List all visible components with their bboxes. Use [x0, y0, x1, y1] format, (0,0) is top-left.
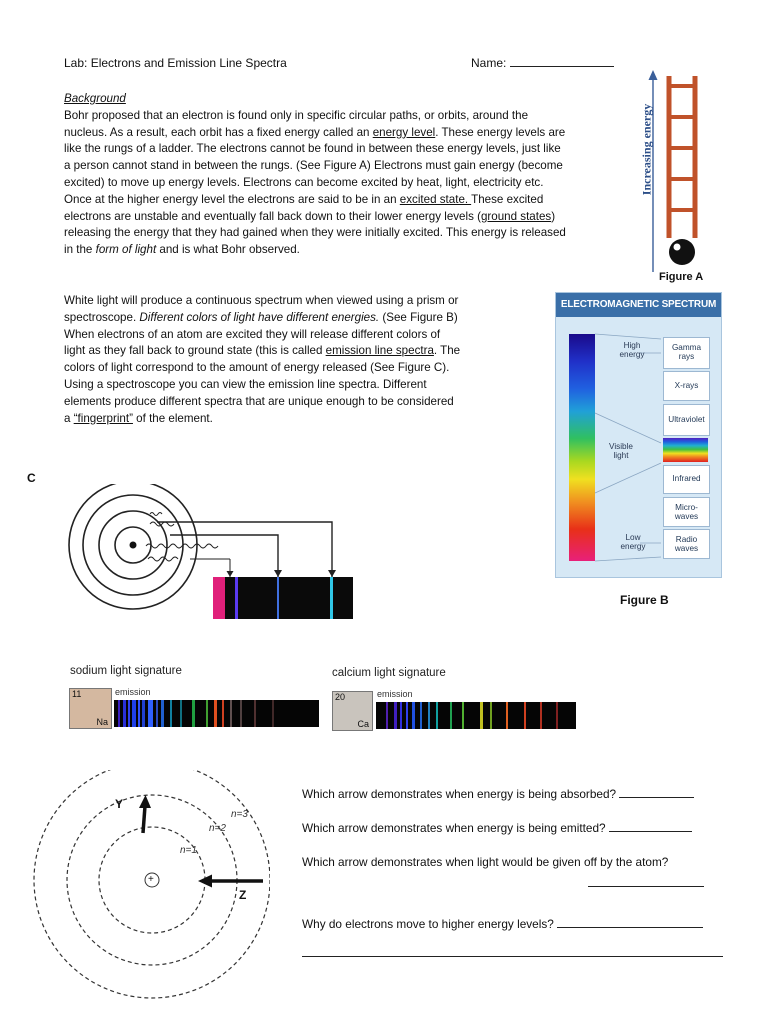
name-label: Name: [471, 56, 510, 70]
white-light-line: colors of light correspond to the amount of energy released (See Figure C). [64, 361, 450, 375]
bohr-nucleus: + [148, 874, 154, 885]
em-band-microwaves: Micro- waves [663, 497, 710, 527]
calcium-spectrum-strip [376, 702, 576, 729]
term-energy-level: energy level [372, 125, 436, 139]
question-emitted[interactable]: Which arrow demonstrates when energy is being emitted? [302, 821, 692, 835]
background-heading: Background [64, 92, 126, 105]
question-why-higher[interactable]: Why do electrons move to higher energy levels? [302, 917, 703, 931]
background-line: excited) to move up energy levels. Electrons can become excited by heat, light, electricity etc. [64, 175, 544, 189]
white-light-line: elements produce different spectra that are unique enough to be considered [64, 394, 454, 408]
em-band-gamma: Gamma rays [663, 337, 710, 369]
sodium-number: 11 [72, 689, 82, 699]
white-light-section [64, 293, 544, 427]
white-light-line: a “fingerprint” of the element. [64, 411, 213, 425]
answer-blank[interactable] [619, 797, 694, 798]
calcium-signature-title: calcium light signature [332, 667, 446, 679]
em-band-radio: Radio waves [663, 529, 710, 559]
background-section [64, 91, 624, 259]
figure-a-axis-label: Increasing energy [639, 103, 654, 196]
orbit-n1-label: n=1 [180, 845, 197, 856]
white-light-line: White light will produce a continuous spectrum when viewed using a prism or [64, 294, 459, 307]
figure-a-caption: Figure A [659, 271, 704, 283]
em-low-energy: Low energy [620, 533, 646, 551]
figure-c-label: C [27, 471, 36, 485]
bohr-orbit-diagram [30, 770, 270, 1015]
calcium-symbol: Ca [357, 719, 369, 729]
term-form-of-light: form of light [95, 243, 157, 257]
orbit-n2-label: n=2 [209, 823, 226, 834]
calcium-emission-label: emission [377, 689, 413, 699]
white-light-line: When electrons of an atom are excited they will release different colors of [64, 327, 441, 341]
answer-blank[interactable] [302, 956, 723, 957]
sodium-signature-title: sodium light signature [70, 665, 182, 677]
em-visible-light: Visible light [609, 442, 633, 460]
em-band-visible [663, 438, 708, 462]
background-line: a person cannot stand in between the rungs. (See Figure A) Electrons must gain energy (become [64, 159, 563, 173]
calcium-element-tile [332, 691, 373, 731]
figure-b-em-spectrum [555, 292, 722, 578]
term-different-colors: Different colors of light have different energies. [139, 310, 380, 324]
background-line: releasing the energy that they had gained when they were initially excited. This energy is released [64, 226, 566, 240]
answer-blank[interactable] [557, 927, 703, 928]
question-absorbed[interactable]: Which arrow demonstrates when energy is being absorbed? [302, 787, 694, 801]
white-light-line: Using a spectroscope you can view the emission line spectra. Different [64, 377, 427, 391]
sodium-spectrum-strip [114, 700, 319, 727]
arrow-y-label: Y [115, 797, 124, 811]
white-light-line: spectroscope. Different colors of light have different energies. (See Figure B) [64, 310, 458, 324]
background-line: in the form of light and is what Bohr observed. [64, 243, 300, 257]
background-line: electrons are unstable and eventually fall back down to their lower energy levels (ground states) [64, 209, 556, 223]
em-band-ultraviolet: Ultraviolet [663, 404, 710, 436]
sodium-symbol: Na [96, 717, 108, 727]
background-line: like the rungs of a ladder. The electrons cannot be found in between these energy levels, just like [64, 142, 561, 156]
page-title: Lab: Electrons and Emission Line Spectra [64, 56, 287, 70]
calcium-number: 20 [335, 692, 346, 702]
background-line: Bohr proposed that an electron is found only in specific circular paths, or orbits, around the [64, 108, 529, 122]
orbit-n3-label: n=3 [231, 809, 248, 820]
term-emission-line-spectra: emission line spectra [325, 344, 434, 358]
background-line: nucleus. As a result, each orbit has a fixed energy called an energy level. These energy levels are [64, 125, 566, 139]
sodium-element-tile [69, 688, 112, 729]
em-high-energy: High energy [619, 341, 645, 359]
figure-c-diagram [62, 484, 362, 624]
em-band-xrays: X-rays [663, 371, 710, 401]
em-band-infrared: Infrared [663, 465, 710, 494]
white-light-line: light as they fall back to ground state (this is called emission line spectra. The [64, 344, 461, 358]
figure-b-caption: Figure B [620, 593, 669, 607]
term-ground-states: ground states [480, 209, 552, 223]
figure-a-axis-label-wrap [627, 90, 667, 210]
background-line: Once at the higher energy level the electrons are said to be in an excited state. These excited [64, 192, 544, 206]
arrow-z-label: Z [239, 888, 247, 902]
sodium-emission-label: emission [115, 687, 151, 697]
question-light-given-off: Which arrow demonstrates when light would be given off by the atom? [302, 855, 669, 869]
answer-blank[interactable] [588, 886, 704, 887]
term-fingerprint: “fingerprint” [73, 411, 133, 425]
answer-blank[interactable] [609, 831, 692, 832]
name-field[interactable] [471, 56, 614, 70]
em-title: ELECTROMAGNETIC SPECTRUM [560, 299, 717, 310]
term-excited-state: excited state. [399, 192, 472, 206]
